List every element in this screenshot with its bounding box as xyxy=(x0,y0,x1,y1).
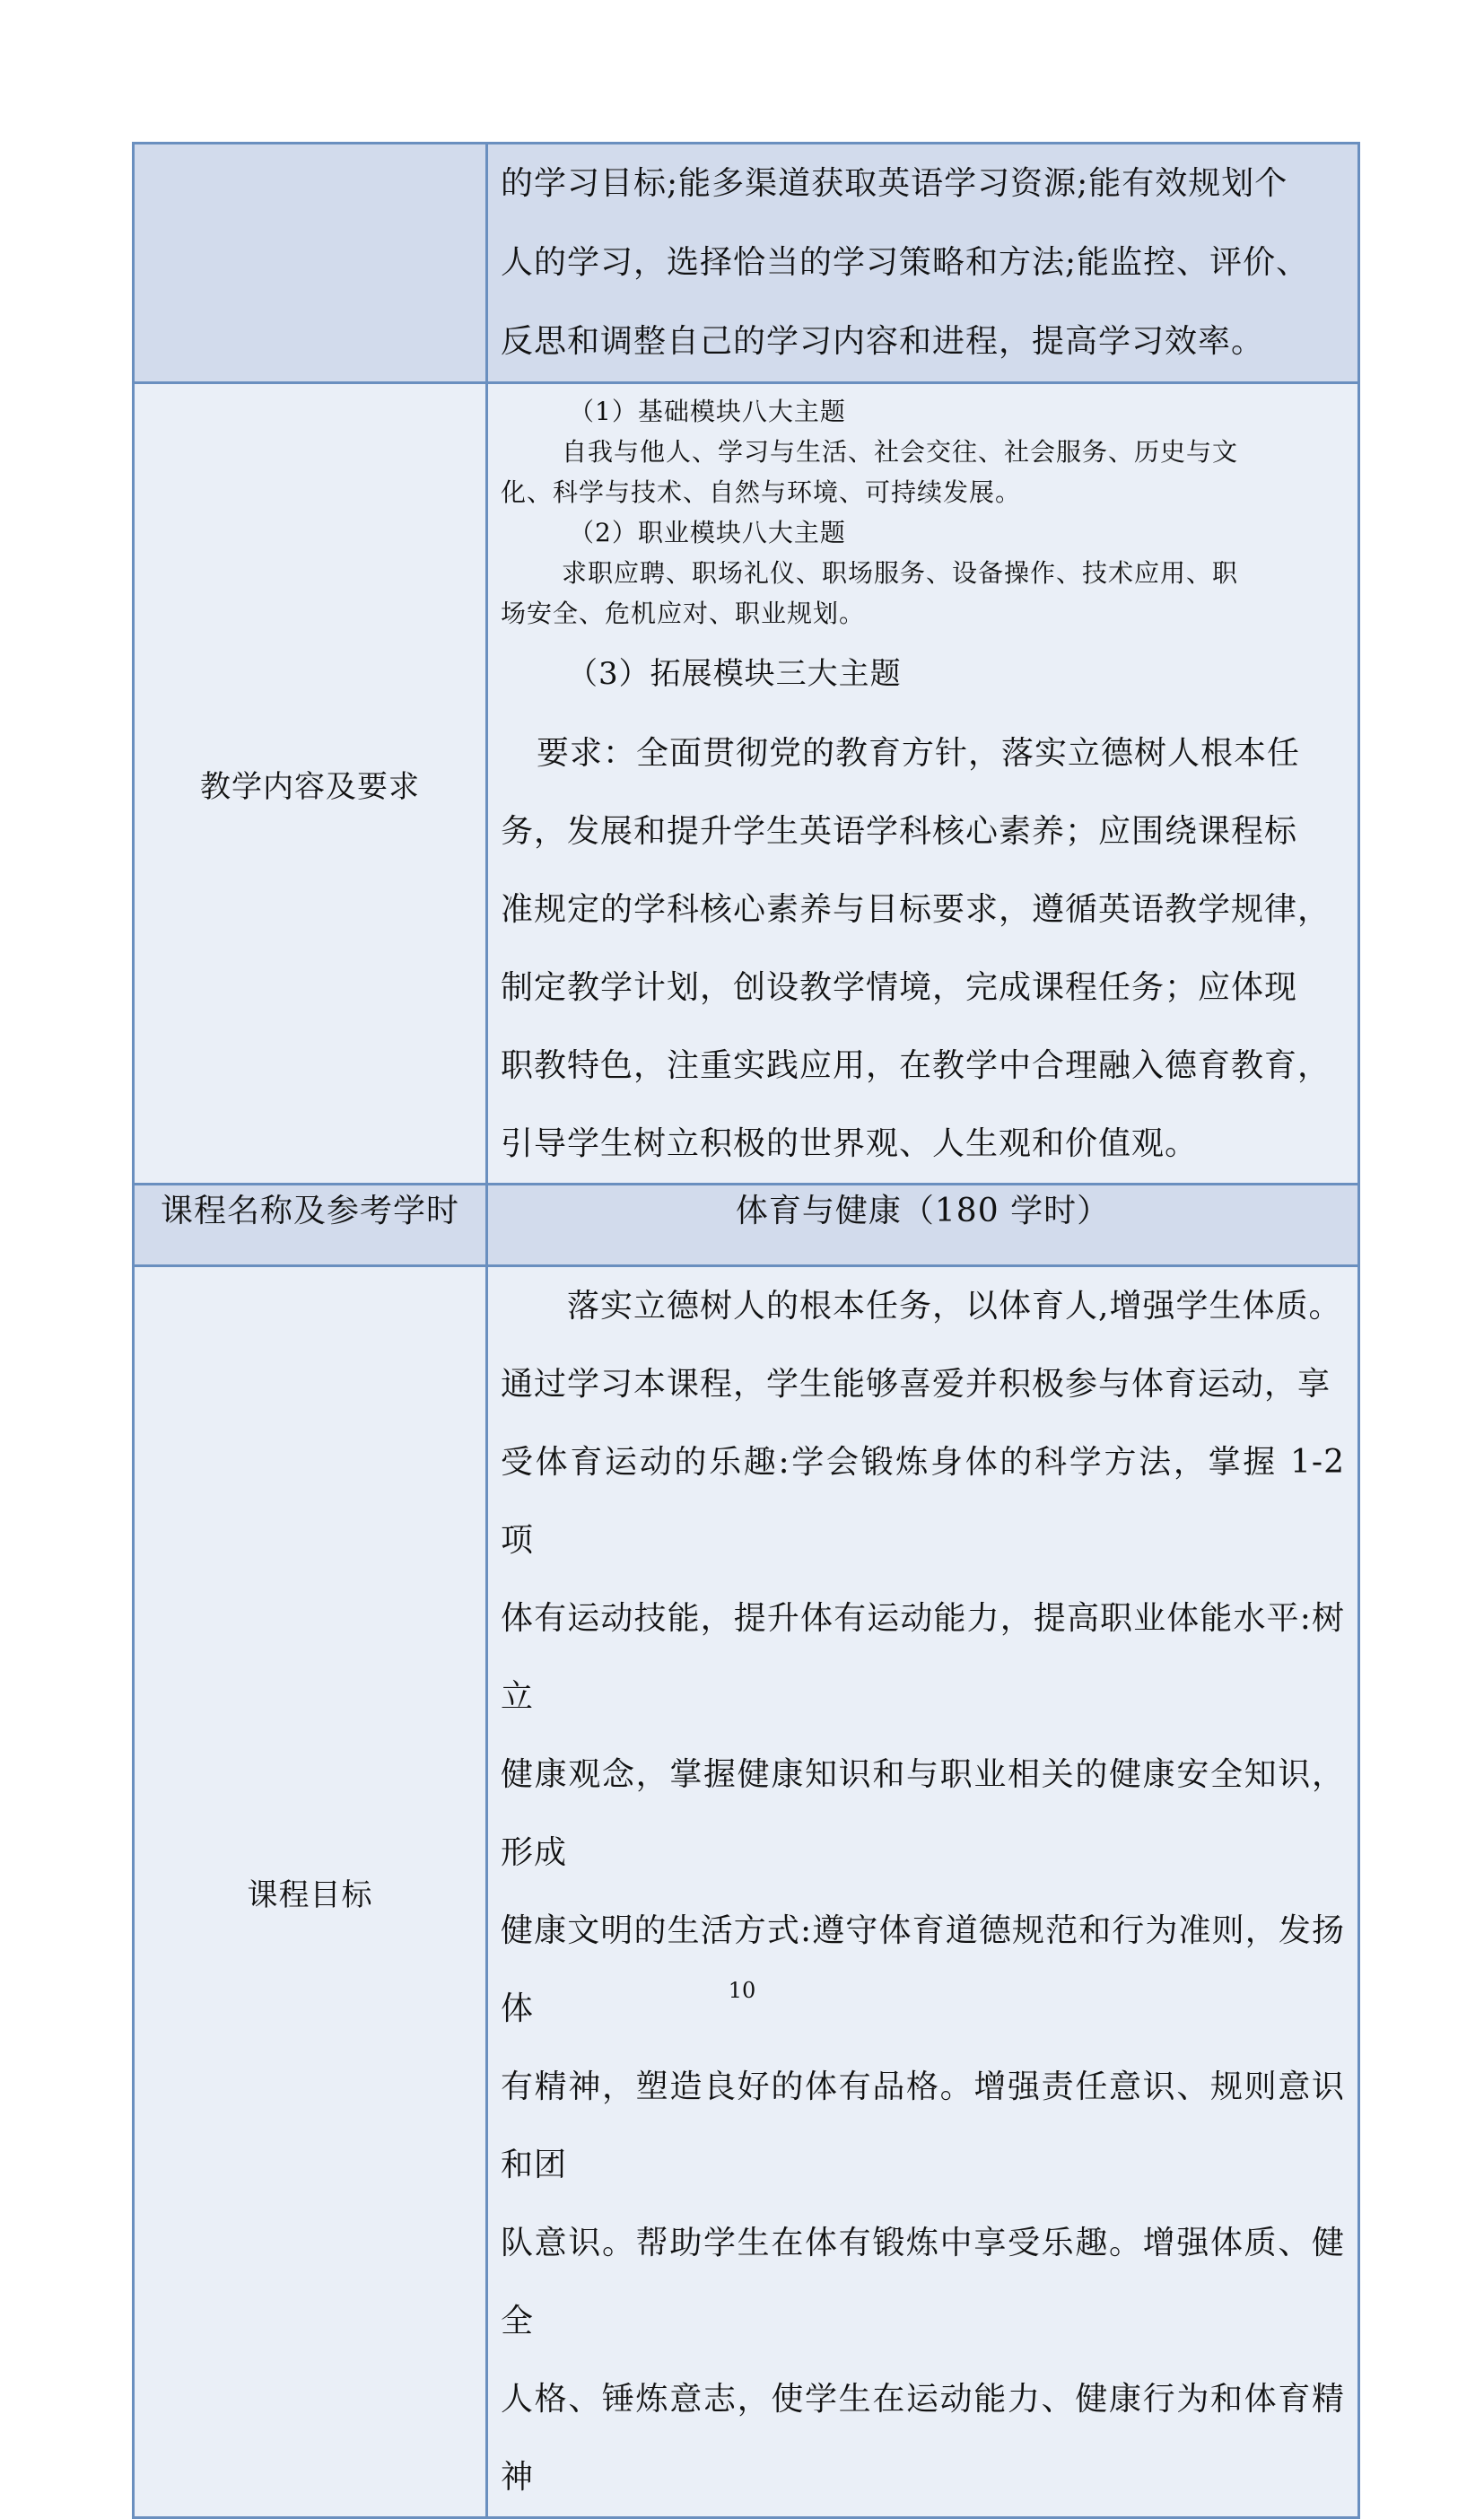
table-row xyxy=(134,1185,1359,1266)
table-row xyxy=(134,383,1359,1185)
module-title: （1）基础模块八大主题 xyxy=(569,397,846,426)
text-line: 职教特色，注重实践应用，在教学中合理融入德育教育， xyxy=(501,1047,1331,1084)
row4-label-cell xyxy=(134,1266,487,2518)
module-text: 场安全、危机应对、职业规划。 xyxy=(501,599,866,628)
curriculum-table xyxy=(132,142,1360,2519)
page-number: 10 xyxy=(728,1978,756,2003)
text-line: 准规定的学科核心素养与目标要求，遵循英语教学规律， xyxy=(501,891,1331,928)
course-name-label-cell xyxy=(134,1185,487,1266)
row-label: 课程名称及参考学时 xyxy=(160,1193,459,1229)
module-title: （2）职业模块八大主题 xyxy=(569,518,846,547)
text-line: 务，发展和提升学生英语学科核心素养；应围绕课程标 xyxy=(501,813,1298,850)
module-text: 自我与他人、学习与生活、社会交往、社会服务、历史与文 xyxy=(562,437,1239,467)
module-text: 求职应聘、职场礼仪、职场服务、设备操作、技术应用、职 xyxy=(562,558,1239,588)
text-line: 反思和调整自己的学习内容和进程，提高学习效率。 xyxy=(501,323,1265,360)
text-line: 人的学习，选择恰当的学习策略和方法;能监控、评价、 xyxy=(501,244,1310,281)
text-line: 队意识。帮助学生在体有锻炼中享受乐趣。增强体质、健全 xyxy=(501,2225,1345,2340)
row-label: 教学内容及要求 xyxy=(200,768,420,805)
text-line: 有精神，塑造良好的体有品格。增强责任意识、规则意识和团 xyxy=(501,2069,1345,2183)
text-line: 通过学习本课程，学生能够喜爱并积极参与体育运动，享 xyxy=(501,1366,1331,1403)
objectives-text xyxy=(488,1267,1357,2516)
row-label: 课程目标 xyxy=(247,1876,373,1913)
row2-content-cell xyxy=(487,383,1359,1185)
modules-block xyxy=(488,384,1357,634)
row1-content-cell xyxy=(487,144,1359,383)
row1-label-cell xyxy=(134,144,487,383)
text-line: 受体育运动的乐趣:学会锻炼身体的科学方法，掌握 1-2 项 xyxy=(501,1444,1345,1559)
requirements-text xyxy=(488,714,1357,1183)
course-name-value-cell xyxy=(487,1185,1359,1266)
module-title: （3）拓展模块三大主题 xyxy=(567,656,902,692)
row2-label-cell xyxy=(134,383,487,1185)
text-line: 体有运动技能，提升体有运动能力，提高职业体能水平:树立 xyxy=(501,1600,1345,1715)
text-line: 落实立德树人的根本任务，以体育人,增强学生体质。 xyxy=(567,1288,1342,1325)
course-name: 体育与健康（180 学时） xyxy=(735,1193,1111,1229)
text-line: 人格、锤炼意志，使学生在运动能力、健康行为和体育精神 xyxy=(501,2381,1345,2496)
table-row xyxy=(134,1266,1359,2518)
text-line: 制定教学计划，创设教学情境，完成课程任务；应体现 xyxy=(501,969,1298,1006)
text-line: 健康观念，掌握健康知识和与职业相关的健康安全知识，形成 xyxy=(501,1756,1345,1871)
module-text: 化、科学与技术、自然与环境、可持续发展。 xyxy=(501,477,1022,507)
text-line: 要求：全面贯彻党的教育方针，落实立德树人根本任 xyxy=(537,735,1301,772)
text-line: 的学习目标;能多渠道获取英语学习资源;能有效规划个 xyxy=(501,165,1288,202)
row1-text xyxy=(488,144,1357,381)
table-row xyxy=(134,144,1359,383)
row4-content-cell xyxy=(487,1266,1359,2518)
text-line: 健康文明的生活方式:遵守体育道德规范和行为准则，发扬体 xyxy=(501,1912,1345,2027)
text-line: 引导学生树立积极的世界观、人生观和价值观。 xyxy=(501,1125,1199,1162)
